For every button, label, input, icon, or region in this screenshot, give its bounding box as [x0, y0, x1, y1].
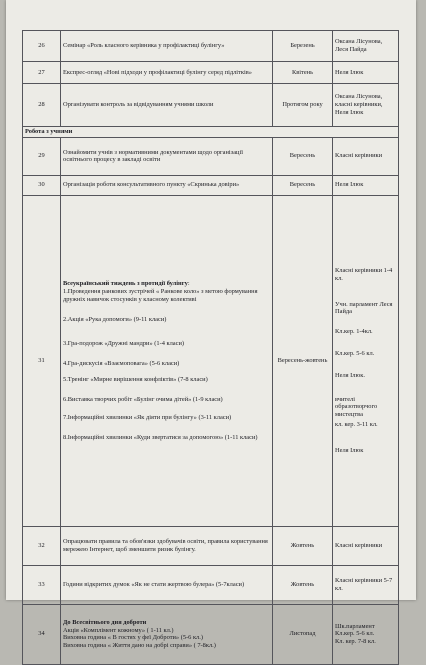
responsible-cell: [333, 195, 399, 526]
term-cell: Вересень: [273, 175, 333, 195]
term-cell: Жовтень: [273, 526, 333, 565]
responsible-item: Кл.кер. 5-6 кл.: [335, 350, 375, 357]
responsible-item: Шк.парламент: [335, 622, 375, 630]
table-row: [23, 565, 399, 604]
responsible-item: Кл.кер. 1-4кл.: [335, 328, 373, 336]
section-title: [23, 127, 399, 138]
table-row: [23, 62, 399, 84]
table-row: [23, 195, 399, 526]
table-row: [23, 84, 399, 127]
list-item: 4.Гра-дискусія «Взаємоповага» (5-6 класи): [63, 360, 180, 368]
term-cell: Квітень: [273, 62, 333, 84]
list-item: 5.Тренінг «Мирне вирішення конфліктів» (7-8 класи): [63, 376, 208, 384]
row-number: 34: [23, 604, 61, 664]
list-item: 3.Гра-подорож «Дружні мандри» (1-4 класи): [63, 339, 185, 347]
responsible-item: Кл. кер. 7-8 кл.: [335, 638, 376, 646]
row-number: 32: [23, 526, 61, 565]
activity-heading-text: До Всесвітнього дня доброти: [63, 618, 147, 626]
activity-heading-text: Всеукраїнський тиждень з протидії булінгу: [63, 280, 188, 288]
responsible-cell: Неля Ілюк: [333, 62, 399, 84]
table-row: [23, 526, 399, 565]
responsible-item: вчителі образотворчого мистецтва: [335, 395, 378, 419]
list-item: 6.Виставка творчих робіт «Булінг очима дітей» (1-9 класи): [63, 395, 223, 403]
section-title-text: Робота з учнями: [25, 128, 73, 135]
row-number: 29: [23, 137, 61, 175]
activity-cell: Години відкритих думок «Як не стати жертвою булера» (5-7класи): [61, 565, 273, 604]
activity-cell: Експрес-огляд «Нові підходи у профілактиці булінгу серед підлітків»: [61, 62, 273, 84]
activity-cell: Ознайомити учнів з нормативними документами щодо організації освітнього процесу в закладі освіти: [61, 137, 273, 175]
activity-cell: [61, 195, 273, 526]
row-number: 27: [23, 62, 61, 84]
activity-plan-table: [22, 30, 399, 665]
list-item: 8.Інформаційні хвилинки «Куди звертатися за допомогою» (1-11 класи): [63, 433, 258, 441]
responsible-item: Кл.кер. 5-6 кл.: [335, 630, 375, 638]
list-item: Акція «Комплімент кожному» ( 1-11 кл.): [63, 626, 174, 634]
responsible-item: Класні керівники 1-4 кл.: [335, 266, 393, 282]
section-row: [23, 127, 399, 138]
activity-cell: [61, 604, 273, 664]
row-number: 30: [23, 175, 61, 195]
term-cell: Жовтень: [273, 565, 333, 604]
list-item: 2.Акція «Рука допомоги» (9-11 класи): [63, 315, 167, 323]
list-item: Виховна година « В гостях у феї Доброти» (5-6 кл.): [63, 634, 203, 642]
responsible-cell: Класні керівники 5-7 кл.: [333, 565, 399, 604]
term-cell: Вересень-жовтень: [273, 195, 333, 526]
table-row: [23, 175, 399, 195]
activity-cell: Семінар «Роль класного керівника у профілактиці булінгу»: [61, 31, 273, 62]
activity-heading: [63, 280, 270, 288]
row-number: 31: [23, 195, 61, 526]
term-cell: Березень: [273, 31, 333, 62]
responsible-item: Учн. парламент Леся Пайда: [335, 300, 393, 316]
term-cell: Вересень: [273, 137, 333, 175]
responsible-cell: Неля Ілюк: [333, 175, 399, 195]
responsible-cell: Класні керівники: [333, 137, 399, 175]
list-item: 1.Проведення ранкових зустрічей « Ранкове коло» з метою формування дружніх навичок стосунків у класному колективі: [63, 288, 258, 303]
list-item: Виховна година « Життя дано на добрі справи» ( 7-8кл.): [63, 642, 216, 650]
responsible-cell: [333, 604, 399, 664]
term-cell: Протягом року: [273, 84, 333, 127]
table-row: [23, 604, 399, 664]
list-item: 7.Інформаційні хвилинки «Як діяти при булінгу» (3-11 класи): [63, 413, 232, 421]
responsible-item: Неля Ілюк.: [335, 371, 365, 379]
row-number: 26: [23, 31, 61, 62]
activity-cell: Опрацювати правила та обов'язки здобувачів освіти, правила користування мережею Інтернет, щоб зменшити ризик булінгу.: [61, 526, 273, 565]
table-row: [23, 31, 399, 62]
activity-heading: [63, 619, 270, 627]
activity-cell: Організація роботи консультативного пункту «Скринька довіри»: [61, 175, 273, 195]
term-cell: Листопад: [273, 604, 333, 664]
document-page: [6, 0, 416, 650]
table-row: [23, 137, 399, 175]
responsible-item: кл. кер. 3-11 кл.: [335, 421, 378, 429]
row-number: 33: [23, 565, 61, 604]
heading-colon: :: [187, 280, 190, 288]
responsible-cell: Оксана Лісунова, Леся Пайда: [333, 31, 399, 62]
responsible-item: Неля Ілюк: [335, 446, 364, 454]
activity-cell: Організувати контроль за відвідуванням учнями школи: [61, 84, 273, 127]
responsible-cell: Оксана Лісунова, класні керівники, Неля Ілюк: [333, 84, 399, 127]
row-number: 28: [23, 84, 61, 127]
responsible-cell: Класні керівники: [333, 526, 399, 565]
